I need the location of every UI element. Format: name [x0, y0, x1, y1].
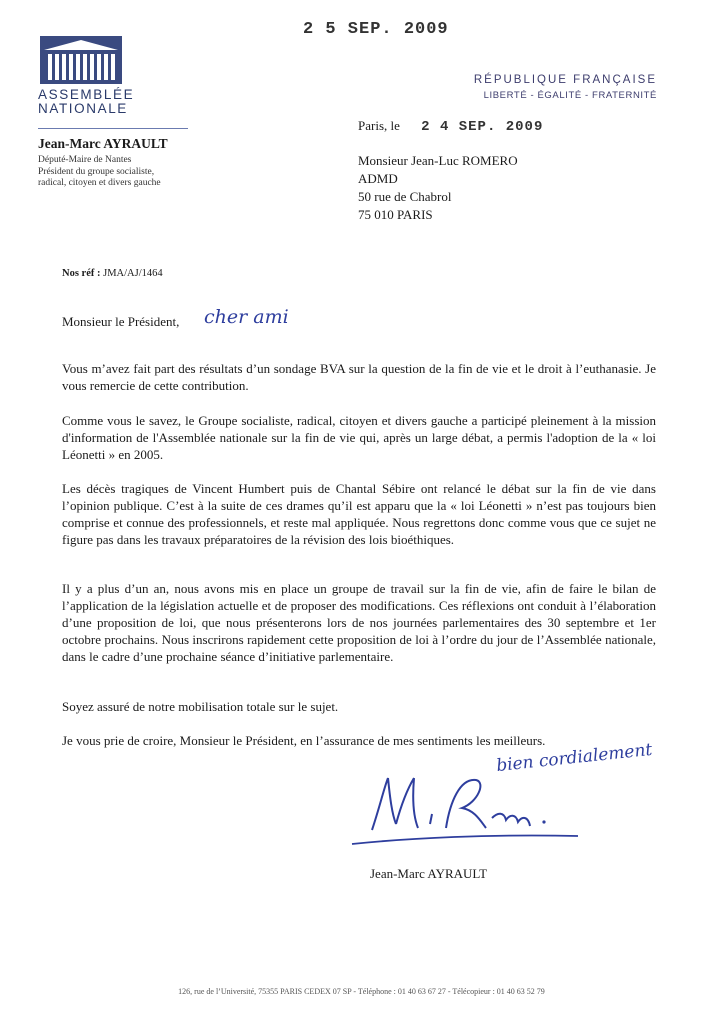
republic-title: RÉPUBLIQUE FRANÇAISE — [473, 74, 657, 86]
sender-title-3: radical, citoyen et divers gauche — [38, 178, 161, 188]
sender-title-2: Président du groupe socialiste, — [38, 166, 155, 177]
signature-icon — [350, 758, 580, 863]
handwritten-salutation: cher ami — [204, 306, 289, 328]
footer-address: 126, rue de l’Université, 75355 PARIS CEDEX 07 SP - Téléphone : 01 40 63 67 27 - Télécopieur : 01 40 63 52 79 — [178, 987, 545, 996]
assemblee-nationale-logo-icon — [40, 36, 122, 84]
sender-name: Jean-Marc AYRAULT — [38, 136, 168, 151]
reference-label: Nos réf : — [62, 268, 101, 279]
logo-line-2: NATIONALE — [38, 101, 128, 116]
logo-line-1: ASSEMBLÉE — [38, 87, 135, 102]
sender-title-1: Député-Maire de Nantes — [38, 155, 132, 165]
republic-motto: LIBERTÉ - ÉGALITÉ - FRATERNITÉ — [483, 90, 657, 101]
received-date-stamp: 2 5 SEP. 2009 — [303, 20, 449, 39]
paragraph-4: Il y a plus d’un an, nous avons mis en place un groupe de travail sur la fin de vie, afin de faire le bilan de l’application de la législation actuelle et de proposer des modifications. Ces réflexions ont conduit à l’élaboration d’une proposition de loi, que nous présenterons lors de nos journées parlementaires des 30 septembre et 1er octobre prochains. Nous inscrirons rapidement cette proposition de loi à l’ordre du jour de l’Assemblée nationale, dans le cadre d’une prochaine séance d’initiative parlementaire. — [62, 581, 656, 664]
signature-name: Jean-Marc AYRAULT — [370, 866, 488, 881]
recipient-line-4: 75 010 PARIS — [358, 207, 433, 222]
republic-header — [474, 74, 657, 101]
place-date-prefix: Paris, le — [358, 118, 400, 133]
handwritten-closing: bien cordialement — [495, 739, 654, 777]
reference — [62, 268, 163, 279]
paragraph-5: Soyez assuré de notre mobilisation totale sur le sujet. — [62, 699, 339, 714]
letter-date-stamp: 2 4 SEP. 2009 — [421, 119, 544, 135]
recipient-address — [358, 152, 518, 224]
recipient-line-2: ADMD — [358, 171, 398, 186]
paragraph-1: Vous m’avez fait part des résultats d’un sondage BVA sur la question de la fin de vie et le droit à l’euthanasie. Je vous remercie de cette contribution. — [62, 361, 656, 393]
paragraph-2: Comme vous le savez, le Groupe socialiste, radical, citoyen et divers gauche a participé pleinement à la mission d'information de l'Assemblée nationale sur la fin de vie qui, après un large débat, a permis l'adoption de la « loi Léonetti » en 2005. — [62, 413, 656, 462]
reference-value: JMA/AJ/1464 — [103, 268, 163, 279]
recipient-line-3: 50 rue de Chabrol — [358, 189, 452, 204]
recipient-line-1: Monsieur Jean-Luc ROMERO — [358, 153, 518, 168]
sender-block — [38, 136, 168, 190]
logo-wordmark — [38, 88, 134, 116]
closing-formula: Je vous prie de croire, Monsieur le Président, en l’assurance de mes sentiments les meilleurs. — [62, 733, 546, 748]
header-divider — [38, 128, 188, 129]
paragraph-3: Les décès tragiques de Vincent Humbert puis de Chantal Sébire ont relancé le débat sur la fin de vie dans l’opinion publique. C’est à la suite de ces drames qu’il est apparu que la « loi Léonetti » n’est pas toujours bien comprise et connue des professionnels, et reste mal appliquée. Nous regrettons donc comme vous que ce sujet ne figure pas dans les travaux préparatoires de la révision des lois bioéthiques. — [62, 481, 656, 547]
place-date — [358, 118, 543, 135]
salutation: Monsieur le Président, — [62, 314, 180, 329]
